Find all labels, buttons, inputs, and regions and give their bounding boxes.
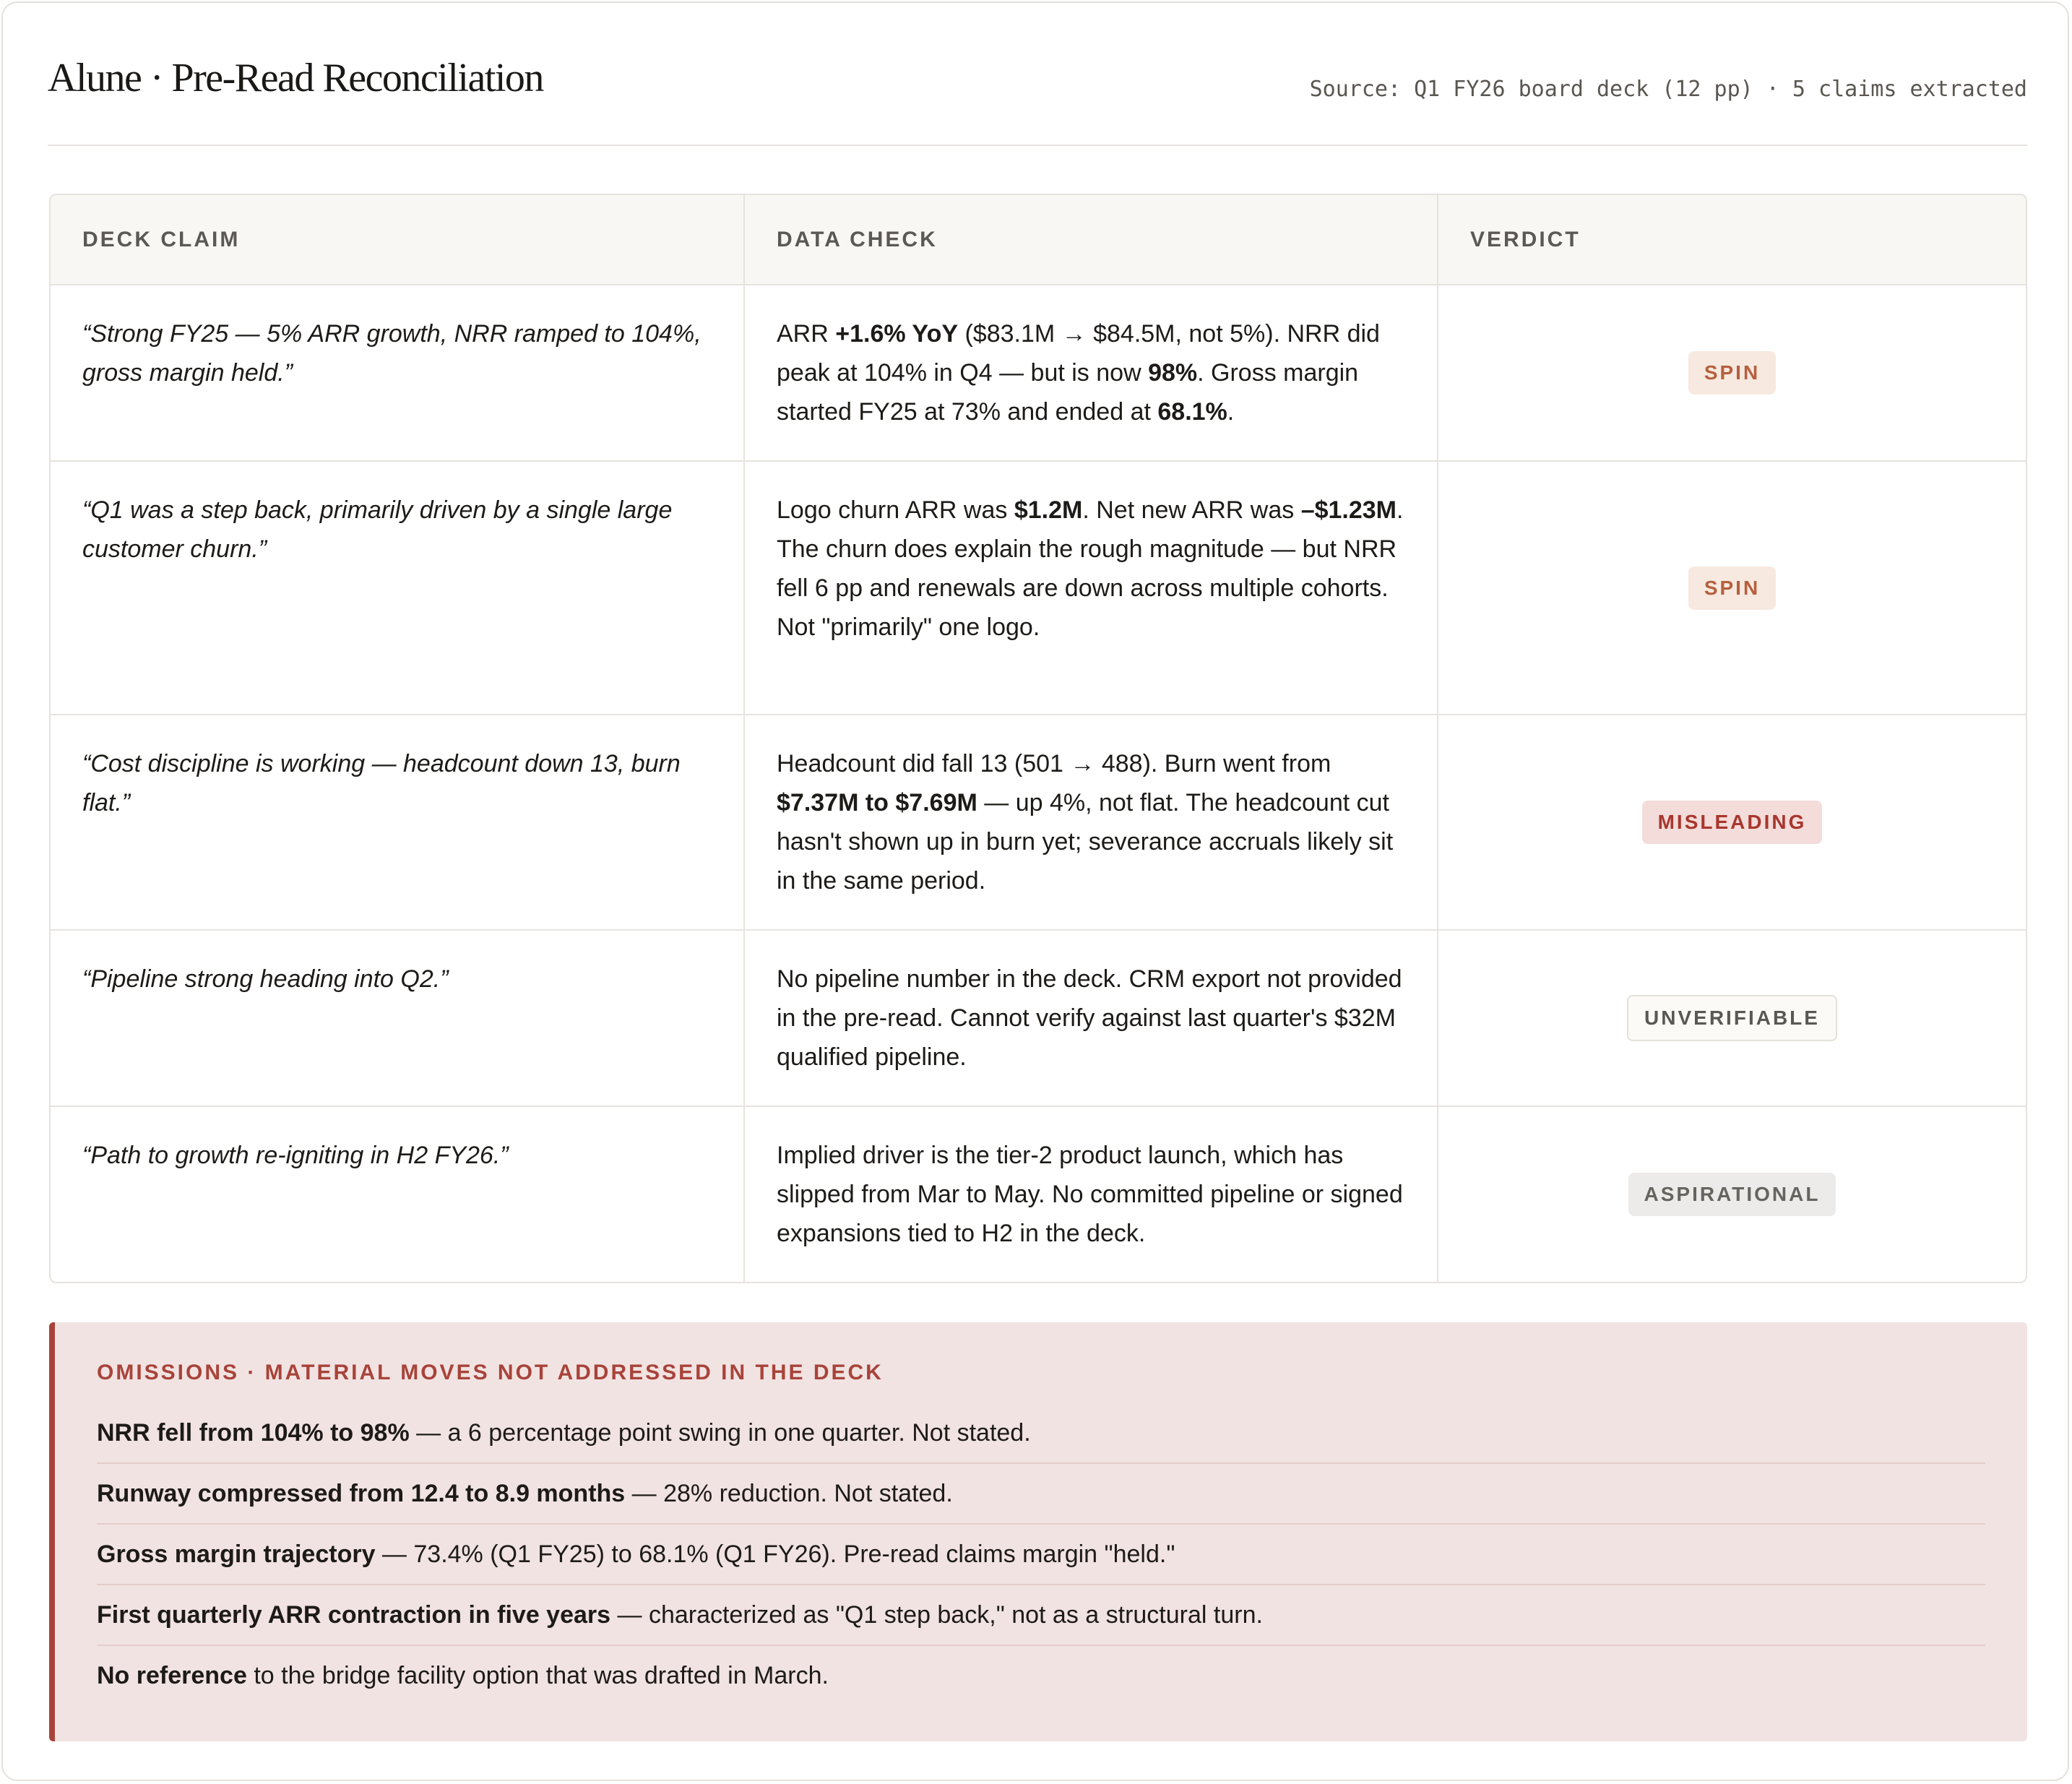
deck-claim-cell: “Cost discipline is working — headcount down 13, burn flat.” <box>51 715 744 930</box>
data-check-cell <box>744 285 1438 461</box>
omission-headline: Runway compressed from 12.4 to 8.9 months <box>97 1480 626 1507</box>
verdict-badge: MISLEADING <box>1642 801 1823 844</box>
check-text: — up 4%, not flat. The headcount cut hasn't shown up in burn yet; severance accruals likely sit in the same period. <box>777 789 1394 895</box>
data-check-cell <box>744 930 1438 1106</box>
omission-item <box>97 1525 1985 1585</box>
source-note: Source: Q1 FY26 board deck (12 pp) · 5 claims extracted <box>1309 77 2027 102</box>
omission-item <box>97 1585 1985 1646</box>
table-row <box>51 461 2026 715</box>
data-check-cell <box>744 1106 1438 1282</box>
claims-table <box>51 195 2026 1282</box>
data-check-cell <box>744 461 1438 715</box>
omission-detail: — characterized as "Q1 step back," not as a structural turn. <box>610 1601 1263 1629</box>
column-header-data-check: DATA CHECK <box>744 195 1438 285</box>
check-text: . The churn does explain the rough magnitude — but NRR fell 6 pp and renewals are down across multiple cohorts. Not "primarily" one logo. <box>777 496 1404 641</box>
check-highlight: 98% <box>1148 359 1198 387</box>
omission-detail: to the bridge facility option that was drafted in March. <box>246 1662 829 1689</box>
claims-table-body <box>51 285 2026 1282</box>
column-header-deck-claim: DECK CLAIM <box>51 195 744 285</box>
reconciliation-card <box>1 1 2069 1781</box>
verdict-cell <box>1438 1106 2026 1282</box>
omission-detail: — 73.4% (Q1 FY25) to 68.1% (Q1 FY26). Pre-read claims margin "held." <box>375 1540 1175 1568</box>
verdict-badge: SPIN <box>1688 351 1776 395</box>
check-text: Implied driver is the tier-2 product launch, which has slipped from Mar to May. No committed pipeline or signed expansions tied to H2 in the deck. <box>777 1142 1403 1247</box>
omission-headline: No reference <box>97 1662 247 1689</box>
verdict-badge: SPIN <box>1688 566 1776 610</box>
omission-item <box>97 1646 1985 1705</box>
check-highlight: 68.1% <box>1157 398 1227 426</box>
deck-claim-cell: “Q1 was a step back, primarily driven by a single large customer churn.” <box>51 461 744 715</box>
claims-table-header <box>51 195 2026 285</box>
omissions-panel <box>49 1322 2027 1741</box>
verdict-cell <box>1438 715 2026 930</box>
page-title: Alune · Pre-Read Reconciliation <box>48 56 543 100</box>
deck-claim-cell: “Pipeline strong heading into Q2.” <box>51 930 744 1106</box>
table-row <box>51 930 2026 1106</box>
check-text: . <box>1227 398 1235 426</box>
check-text: No pipeline number in the deck. CRM export not provided in the pre-read. Cannot verify against last quarter's $32M qualified pipeline. <box>777 965 1402 1071</box>
omission-detail: — a 6 percentage point swing in one quarter. Not stated. <box>409 1419 1031 1447</box>
verdict-cell <box>1438 285 2026 461</box>
verdict-cell <box>1438 930 2026 1106</box>
check-text: . Net new ARR was <box>1082 496 1301 524</box>
deck-claim-cell: “Path to growth re-igniting in H2 FY26.” <box>51 1106 744 1282</box>
check-text: ARR <box>777 320 836 348</box>
check-text: Logo churn ARR was <box>777 496 1014 524</box>
omission-headline: First quarterly ARR contraction in five years <box>97 1601 611 1629</box>
page-header <box>48 48 2027 146</box>
check-text: ($83.1M → $84.5M, not 5%). NRR did peak at 104% in Q4 — but is now <box>777 320 1380 387</box>
omission-item <box>97 1464 1985 1525</box>
check-highlight: $1.2M <box>1014 496 1083 524</box>
check-highlight: –$1.23M <box>1300 496 1397 524</box>
table-row <box>51 285 2026 461</box>
table-row <box>51 715 2026 930</box>
omission-detail: — 28% reduction. Not stated. <box>625 1480 953 1507</box>
omission-headline: Gross margin trajectory <box>97 1540 376 1568</box>
omission-headline: NRR fell from 104% to 98% <box>97 1419 410 1447</box>
claims-table-container <box>49 194 2027 1283</box>
verdict-badge: UNVERIFIABLE <box>1627 995 1837 1041</box>
omissions-title: OMISSIONS · MATERIAL MOVES NOT ADDRESSED IN THE DECK <box>97 1361 884 1384</box>
deck-claim-cell: “Strong FY25 — 5% ARR growth, NRR ramped to 104%, gross margin held.” <box>51 285 744 461</box>
data-check-cell <box>744 715 1438 930</box>
omission-item <box>97 1403 1985 1464</box>
column-header-verdict: VERDICT <box>1438 195 2026 285</box>
check-highlight: +1.6% YoY <box>835 320 959 348</box>
check-text: . Gross margin started FY25 at 73% and ended at <box>777 359 1359 426</box>
verdict-badge: ASPIRATIONAL <box>1628 1173 1836 1216</box>
check-highlight: $7.37M to $7.69M <box>777 789 977 816</box>
verdict-cell <box>1438 461 2026 715</box>
check-text: Headcount did fall 13 (501 → 488). Burn went from <box>777 750 1331 777</box>
table-row <box>51 1106 2026 1282</box>
